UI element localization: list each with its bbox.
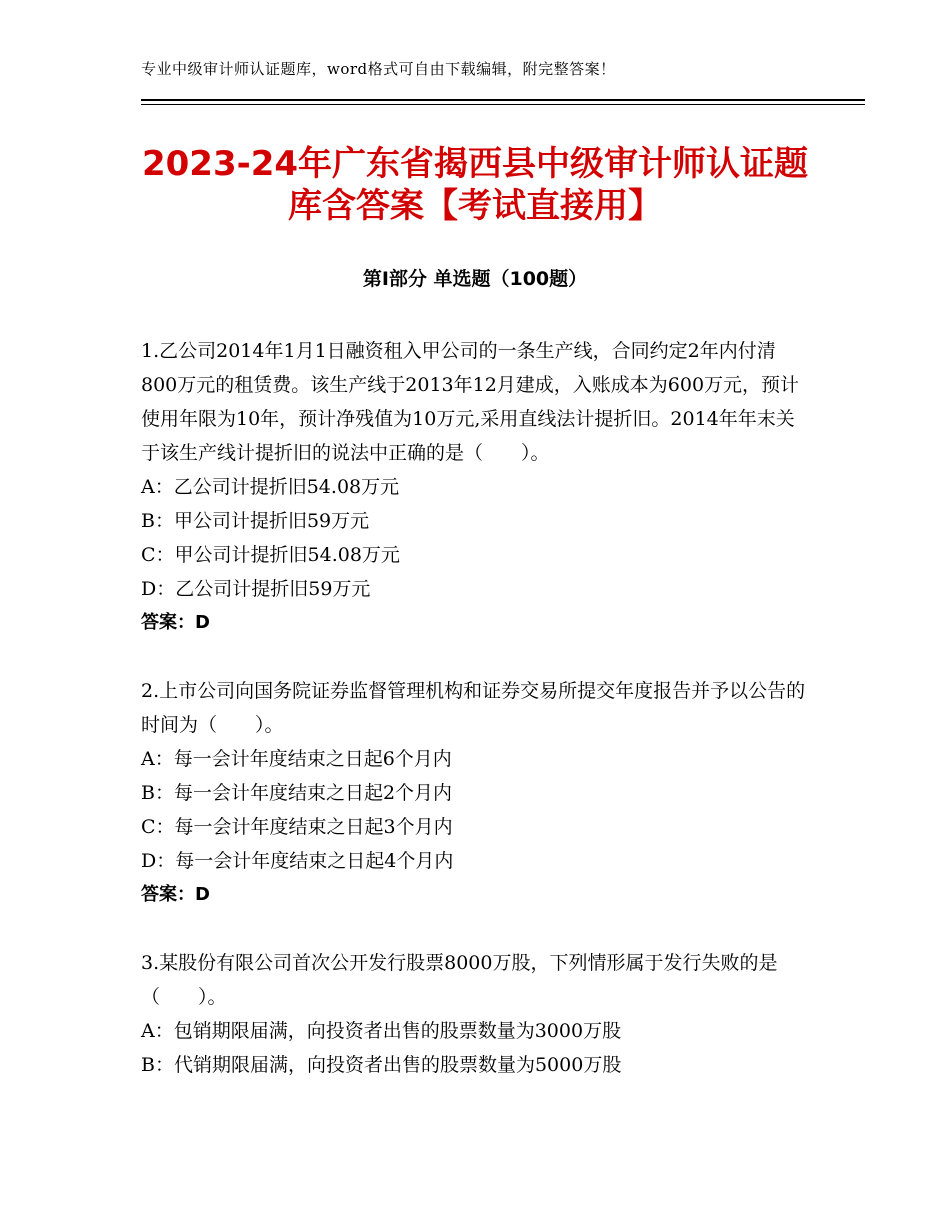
answer: 答案：D <box>141 884 210 905</box>
question-1 <box>141 334 806 640</box>
question-text: 1.乙公司2014年1月1日融资租入甲公司的一条生产线，合同约定2年内付清800万元的租赁费。该生产线于2013年12月建成，入账成本为600万元，预计使用年限为10年，预计净残值为10万元,采用直线法计提折旧。2014年年末关于该生产线计提折旧的说法中正确的是（ ）。 <box>141 340 800 464</box>
title-line-1: 2023-24年广东省揭西县中级审计师认证题 <box>141 144 809 184</box>
question-text: 3.某股份有限公司首次公开发行股票8000万股，下列情形属于发行失败的是（ ）。 <box>141 952 778 1008</box>
question-list <box>141 334 806 1116</box>
header-rule-thick <box>141 99 865 101</box>
option-c: C：甲公司计提折旧54.08万元 <box>141 544 400 566</box>
document-title <box>100 143 850 227</box>
header-note: 专业中级审计师认证题库，word格式可自由下载编辑，附完整答案！ <box>141 60 616 78</box>
header-rule-thin <box>141 104 865 105</box>
option-a: A：包销期限届满，向投资者出售的股票数量为3000万股 <box>141 1020 622 1042</box>
option-b: B：甲公司计提折旧59万元 <box>141 510 370 532</box>
question-3 <box>141 946 806 1082</box>
section-heading: 第Ⅰ部分 单选题（100题） <box>362 268 588 290</box>
option-b: B：代销期限届满，向投资者出售的股票数量为5000万股 <box>141 1054 622 1076</box>
option-d: D：乙公司计提折旧59万元 <box>141 578 371 600</box>
option-b: B：每一会计年度结束之日起2个月内 <box>141 782 453 804</box>
question-2 <box>141 674 806 912</box>
option-a: A：乙公司计提折旧54.08万元 <box>141 476 400 498</box>
option-d: D：每一会计年度结束之日起4个月内 <box>141 850 454 872</box>
question-text: 2.上市公司向国务院证券监督管理机构和证券交易所提交年度报告并予以公告的时间为（ ）。 <box>141 680 806 736</box>
answer: 答案：D <box>141 612 210 633</box>
title-line-2: 库含答案【考试直接用】 <box>288 186 662 226</box>
option-a: A：每一会计年度结束之日起6个月内 <box>141 748 452 770</box>
option-c: C：每一会计年度结束之日起3个月内 <box>141 816 453 838</box>
